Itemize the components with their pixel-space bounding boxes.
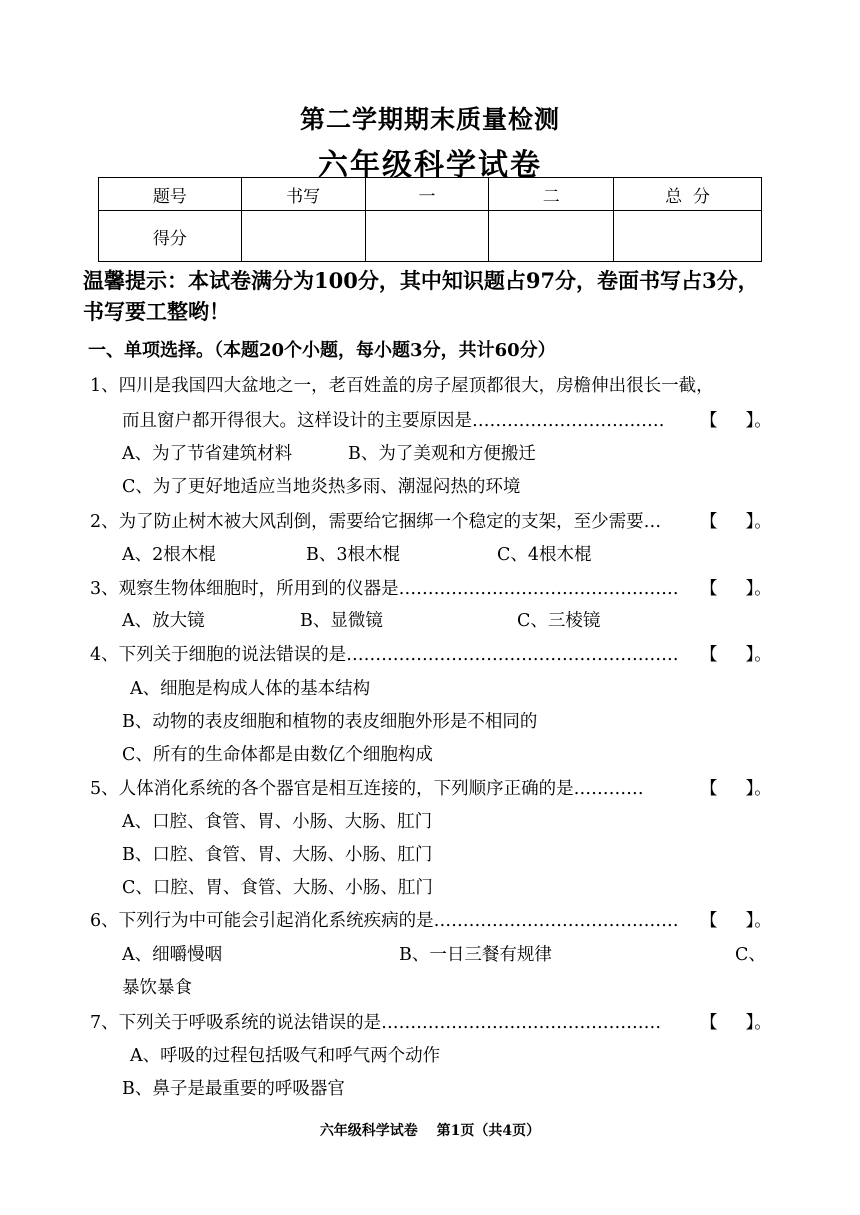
question-2-option-c: C、4根木棍 [497, 545, 592, 565]
score-table-score-row [99, 211, 762, 262]
score-cell-writing [241, 211, 365, 262]
question-5-option-b: B、口腔、食管、胃、大肠、小肠、肛门 [122, 845, 433, 865]
answer-bracket-7 [700, 1009, 772, 1034]
question-4: 4、下列关于细胞的说法错误的是………………………………………………… [90, 645, 679, 665]
question-1-option-a: A、为了节省建筑材料 [122, 444, 293, 464]
exam-subtitle: 六年级科学试卷 [318, 148, 542, 183]
answer-bracket-3 [700, 575, 772, 600]
answer-bracket-4 [700, 641, 772, 666]
score-table [98, 177, 762, 262]
exam-title: 第二学期期末质量检测 [299, 105, 560, 134]
question-3-option-c: C、三棱镜 [517, 611, 601, 631]
header-cell-question-no: 题号 [99, 178, 242, 211]
bracket-close: 】。 [745, 512, 772, 532]
question-3-option-b: B、显微镜 [300, 611, 383, 631]
bracket-close: 】。 [745, 645, 772, 665]
score-cell-part-2 [489, 211, 614, 262]
bracket-open: 【 [700, 911, 718, 931]
bracket-open: 【 [700, 1013, 718, 1033]
header-cell-writing: 书写 [241, 178, 365, 211]
bracket-close: 】。 [745, 779, 772, 799]
question-1-option-c: C、为了更好地适应当地炎热多雨、潮湿闷热的环境 [122, 477, 521, 497]
answer-bracket-2 [700, 508, 772, 533]
bracket-close: 】。 [745, 411, 772, 431]
score-cell-part-1 [365, 211, 489, 262]
question-1-line-2: 而且窗户都开得很大。这样设计的主要原因是…………………………… [122, 411, 665, 431]
page-footer: 六年级科学试卷 第1页（共4页） [319, 1123, 541, 1139]
answer-bracket-5 [700, 775, 772, 800]
question-5: 5、人体消化系统的各个器官是相互连接的，下列顺序正确的是………… [90, 779, 644, 799]
question-4-option-b: B、动物的表皮细胞和植物的表皮细胞外形是不相同的 [122, 712, 538, 732]
header-cell-total: 总 分 [614, 178, 762, 211]
score-row-label: 得分 [99, 211, 242, 262]
header-cell-part-1: 一 [365, 178, 489, 211]
question-6-option-c-prefix: C、 [735, 945, 766, 965]
header-cell-part-2: 二 [489, 178, 614, 211]
bracket-close: 】。 [745, 1013, 772, 1033]
question-4-option-c: C、所有的生命体都是由数亿个细胞构成 [122, 745, 433, 765]
question-1-line-1: 1、四川是我国四大盆地之一，老百姓盖的房子屋顶都很大，房檐伸出很长一截， [90, 376, 714, 396]
bracket-close: 】。 [745, 579, 772, 599]
question-6-option-a: A、细嚼慢咽 [122, 945, 223, 965]
question-2-option-b: B、3根木棍 [306, 545, 400, 565]
score-cell-total [614, 211, 762, 262]
score-table-header-row [99, 178, 762, 211]
question-6-option-c: 暴饮暴食 [122, 978, 192, 998]
question-7: 7、下列关于呼吸系统的说法错误的是………………………………………… [90, 1013, 662, 1033]
question-5-option-c: C、口腔、胃、食管、大肠、小肠、肛门 [122, 878, 433, 898]
question-2: 2、为了防止树木被大风刮倒，需要给它捆绑一个稳定的支架，至少需要… [90, 512, 662, 532]
bracket-open: 【 [700, 779, 718, 799]
bracket-open: 【 [700, 645, 718, 665]
question-3: 3、观察生物体细胞时，所用到的仪器是………………………………………… [90, 579, 679, 599]
question-6: 6、下列行为中可能会引起消化系统疾病的是…………………………………… [90, 911, 679, 931]
bracket-close: 】。 [745, 911, 772, 931]
bracket-open: 【 [700, 411, 718, 431]
question-5-option-a: A、口腔、食管、胃、小肠、大肠、肛门 [122, 812, 433, 832]
question-2-option-a: A、2根木棍 [122, 545, 216, 565]
question-1-option-b: B、为了美观和方便搬迁 [348, 444, 536, 464]
section-heading-single-choice: 一、单项选择。（本题20个小题，每小题3分，共计60分） [88, 340, 556, 361]
bracket-open: 【 [700, 579, 718, 599]
question-7-option-b: B、鼻子是最重要的呼吸器官 [122, 1079, 345, 1099]
question-3-option-a: A、放大镜 [122, 611, 205, 631]
answer-bracket-1 [700, 407, 772, 432]
bracket-open: 【 [700, 512, 718, 532]
question-7-option-a: A、呼吸的过程包括吸气和呼气两个动作 [130, 1046, 441, 1066]
question-4-option-a: A、细胞是构成人体的基本结构 [130, 679, 371, 699]
exam-tip: 温馨提示：本试卷满分为100分，其中知识题占97分，卷面书写占3分，书写要工整哟！ [83, 268, 759, 324]
question-6-option-b: B、一日三餐有规律 [399, 945, 552, 965]
answer-bracket-6 [700, 907, 772, 932]
